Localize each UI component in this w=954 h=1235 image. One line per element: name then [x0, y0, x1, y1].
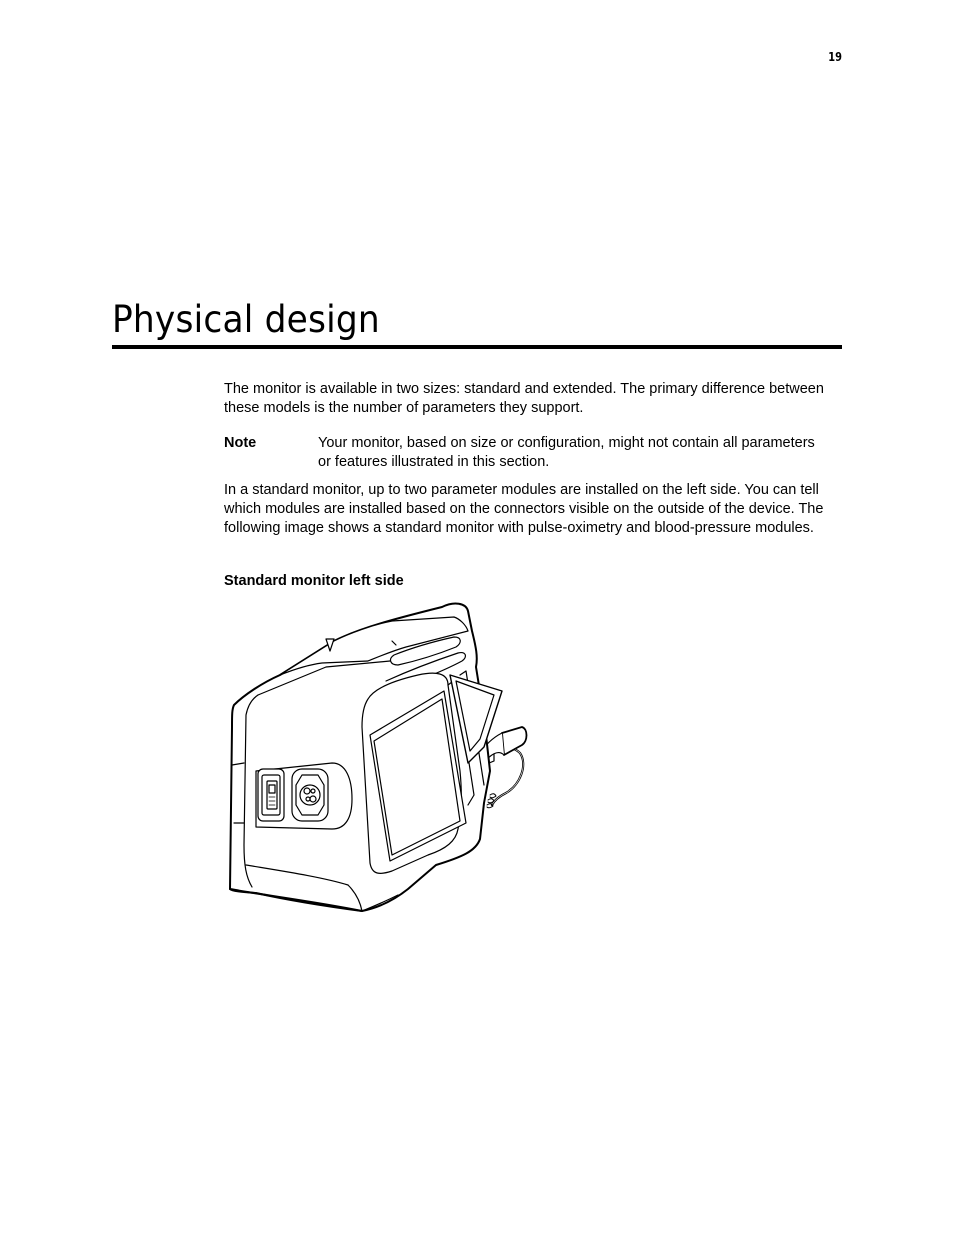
monitor-body: [230, 604, 502, 911]
description-paragraph: In a standard monitor, up to two parameter modules are installed on the left side. You can tell which modules are installed based on the connectors visible on the outside of the device. The following image shows a standard monitor with pulse-oximetry and blood-pressure modules.: [224, 482, 824, 536]
title-rule: [112, 345, 842, 349]
note-text: Your monitor, based on size or configuration, might not contain all parameters or features illustrated in this section.: [318, 435, 815, 470]
page-title: Physical design: [112, 298, 380, 341]
nibp-connector-icon: [292, 769, 328, 821]
monitor-illustration: [222, 595, 534, 915]
spo2-connector-icon: [258, 769, 284, 821]
page-number: 19: [828, 50, 842, 64]
figure-caption: Standard monitor left side: [224, 573, 404, 589]
note-label: Note: [224, 435, 257, 451]
intro-paragraph: The monitor is available in two sizes: standard and extended. The primary difference between these models is the number of parameters they support.: [224, 381, 824, 416]
